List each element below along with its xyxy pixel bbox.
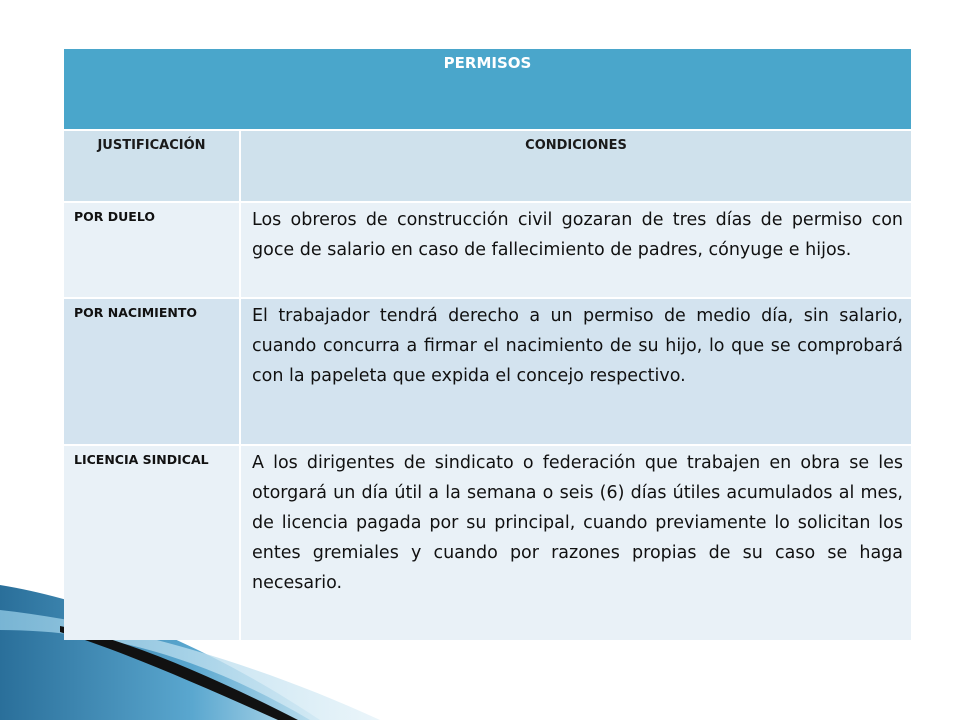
row-condiciones: Los obreros de construcción civil gozaran de tres días de permiso con goce de salario en caso de fallecimiento de padres, cónyuge e hijos. (240, 202, 911, 298)
table-row (64, 298, 911, 445)
table-row (64, 202, 911, 298)
table-row (64, 445, 911, 640)
row-justificacion: LICENCIA SINDICAL (64, 445, 240, 640)
column-header-condiciones: CONDICIONES (240, 130, 911, 202)
table-title: PERMISOS (64, 49, 911, 130)
column-header-justificacion: JUSTIFICACIÓN (64, 130, 240, 202)
row-condiciones: A los dirigentes de sindicato o federación que trabajen en obra se les otorgará un día útil a la semana o seis (6) días útiles acumulados al mes, de licencia pagada por su principal, cuando previamente lo solicitan los entes gremiales y cuando por razones propias de su caso se haga necesario. (240, 445, 911, 640)
permisos-table (64, 49, 911, 640)
row-condiciones: El trabajador tendrá derecho a un permiso de medio día, sin salario, cuando concurra a firmar el nacimiento de su hijo, lo que se comprobará con la papeleta que expida el concejo respectivo. (240, 298, 911, 445)
row-justificacion: POR NACIMIENTO (64, 298, 240, 445)
row-justificacion: POR DUELO (64, 202, 240, 298)
